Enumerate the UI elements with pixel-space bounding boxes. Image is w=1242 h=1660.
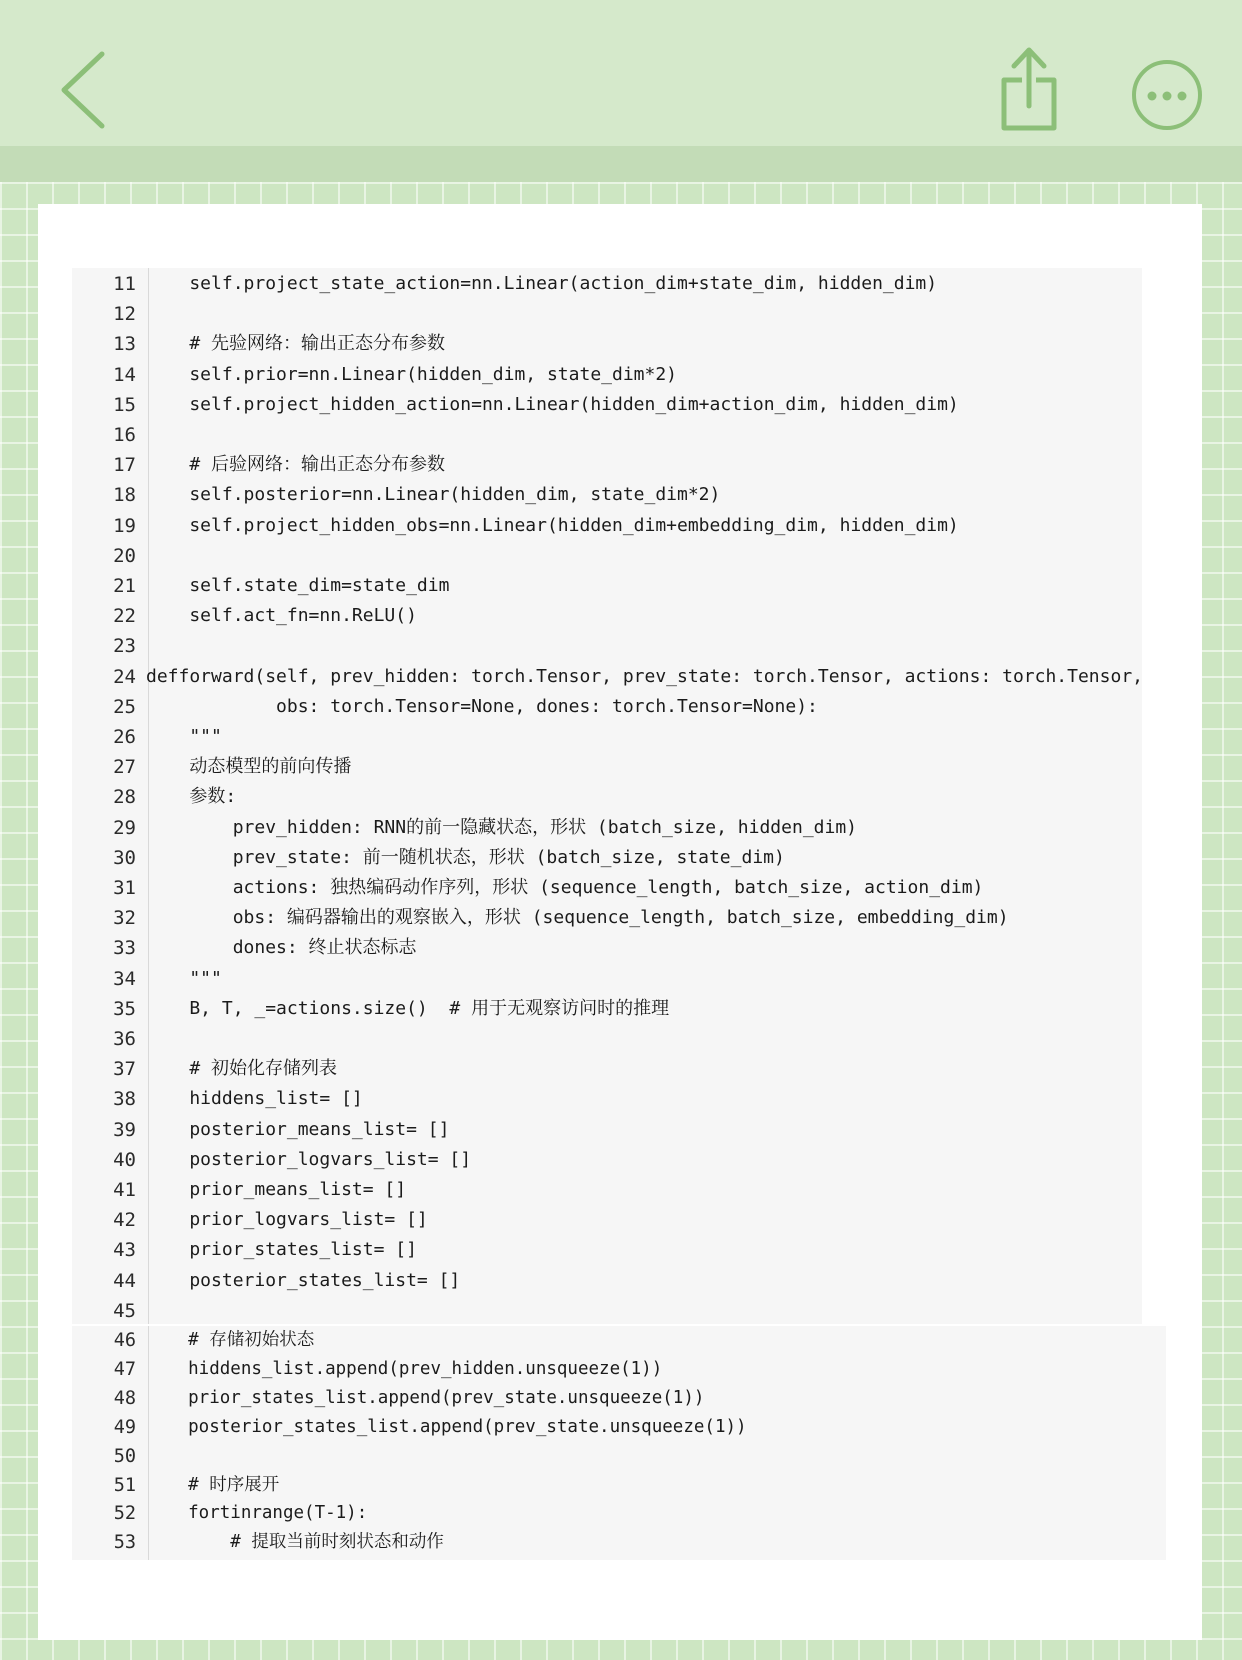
code-line [72, 1326, 1166, 1355]
line-number: 44 [113, 1269, 136, 1292]
code-line [72, 360, 1142, 390]
code-line [72, 722, 1142, 752]
line-number: 21 [113, 575, 136, 597]
line-number: 32 [113, 907, 136, 930]
code-text: hiddens_list.append(prev_hidden.unsqueeze(1)) [146, 1358, 663, 1379]
code-line [72, 450, 1142, 480]
line-number: 45 [113, 1299, 136, 1322]
line-number: 11 [113, 273, 136, 295]
line-number: 37 [113, 1058, 136, 1081]
code-line [72, 813, 1142, 843]
code-line [72, 269, 1142, 299]
code-text: B, T, _=actions.size() # 用于无观察访问时的推理 [146, 997, 670, 1019]
code-line [72, 1235, 1142, 1265]
code-line [72, 903, 1142, 933]
code-text: obs: 编码器输出的观察嵌入，形状 (sequence_length, batch_size, embedding_dim) [146, 907, 1009, 929]
code-line [72, 1384, 1166, 1413]
code-text: prior_states_list= [] [146, 1239, 417, 1261]
line-number: 41 [113, 1179, 136, 1201]
screenshot-card [38, 204, 1202, 1640]
code-line [72, 601, 1142, 631]
line-number: 25 [113, 695, 136, 718]
code-text: posterior_logvars_list= [] [146, 1148, 472, 1170]
code-line [72, 1442, 1166, 1471]
line-number: 20 [113, 544, 136, 567]
code-text: posterior_states_list= [] [146, 1269, 461, 1291]
code-line [72, 1115, 1142, 1145]
code-text: """ [146, 726, 222, 747]
code-text: # 后验网络：输出正态分布参数 [146, 454, 446, 476]
more-button[interactable] [1130, 58, 1204, 132]
line-number: 47 [113, 1358, 136, 1380]
code-line [72, 1205, 1142, 1235]
code-line [72, 873, 1142, 903]
code-text: defforward(self, prev_hidden: torch.Tensor, prev_state: torch.Tensor, actions: torch.Tensor, [146, 665, 1143, 687]
code-line [72, 662, 1142, 692]
toolbar-shadow [0, 146, 1242, 182]
line-number: 18 [113, 484, 136, 507]
code-line [72, 1266, 1142, 1296]
line-number: 50 [113, 1445, 136, 1467]
code-line [72, 390, 1142, 420]
code-line [72, 1528, 1166, 1557]
code-text: """ [146, 967, 222, 989]
code-text: actions: 独热编码动作序列，形状 (sequence_length, batch_size, action_dim) [146, 877, 984, 898]
code-text: posterior_means_list= [] [146, 1118, 450, 1140]
code-line [72, 1499, 1166, 1528]
code-text: prev_hidden: RNN的前一隐藏状态，形状 (batch_size, hidden_dim) [146, 816, 858, 838]
code-line [72, 1296, 1142, 1326]
line-number: 51 [113, 1474, 136, 1496]
code-line [72, 1413, 1166, 1442]
line-number: 27 [113, 756, 136, 779]
share-icon [992, 44, 1084, 134]
line-number: 24 [113, 665, 136, 688]
code-block-bottom [72, 1326, 1166, 1560]
code-line [72, 782, 1142, 812]
code-line [72, 1054, 1142, 1084]
line-number: 23 [113, 635, 136, 658]
line-number: 17 [113, 454, 136, 477]
line-number: 15 [113, 393, 136, 416]
line-number: 34 [113, 967, 136, 990]
top-navigation-bar [0, 0, 1242, 146]
code-line [72, 843, 1142, 873]
code-text: self.prior=nn.Linear(hidden_dim, state_dim*2) [146, 363, 678, 385]
line-number: 43 [113, 1239, 136, 1262]
line-number: 14 [113, 363, 136, 386]
code-text: prior_states_list.append(prev_state.unsqueeze(1)) [146, 1387, 705, 1408]
line-number: 48 [113, 1387, 136, 1409]
code-line [72, 480, 1142, 510]
code-text: prev_state: 前一随机状态，形状 (batch_size, state_dim) [146, 846, 785, 868]
code-line [72, 964, 1142, 994]
line-number: 26 [113, 726, 136, 748]
line-number: 52 [113, 1503, 136, 1525]
line-number: 33 [113, 937, 136, 960]
code-text: self.posterior=nn.Linear(hidden_dim, state_dim*2) [146, 484, 721, 506]
share-button[interactable] [992, 44, 1084, 134]
code-text: prior_means_list= [] [146, 1179, 407, 1200]
code-text: 参数: [146, 786, 237, 808]
code-text: self.project_state_action=nn.Linear(action_dim+state_dim, hidden_dim) [146, 273, 938, 294]
line-number: 35 [113, 997, 136, 1020]
code-line [72, 1175, 1142, 1205]
code-text: # 先验网络：输出正态分布参数 [146, 333, 446, 355]
code-text: self.state_dim=state_dim [146, 575, 450, 596]
code-text: dones: 终止状态标志 [146, 937, 417, 959]
code-line [72, 752, 1142, 782]
line-number: 42 [113, 1209, 136, 1232]
code-line [72, 631, 1142, 661]
line-number: 12 [113, 303, 136, 326]
back-button[interactable] [52, 48, 116, 132]
code-line [72, 299, 1142, 329]
code-text: self.project_hidden_obs=nn.Linear(hidden_dim+embedding_dim, hidden_dim) [146, 514, 959, 536]
line-number: 30 [113, 846, 136, 869]
line-number: 40 [113, 1148, 136, 1171]
code-line [72, 420, 1142, 450]
code-line [72, 1355, 1166, 1384]
line-number: 29 [113, 816, 136, 839]
code-line [72, 933, 1142, 963]
line-number: 46 [113, 1330, 136, 1351]
code-text: # 初始化存储列表 [146, 1058, 338, 1080]
line-number: 22 [113, 605, 136, 628]
line-number: 36 [113, 1028, 136, 1050]
code-text: prior_logvars_list= [] [146, 1209, 428, 1231]
line-number: 38 [113, 1088, 136, 1111]
line-number: 53 [113, 1532, 136, 1554]
chevron-left-icon [52, 48, 116, 132]
code-line [72, 541, 1142, 571]
code-text: 动态模型的前向传播 [146, 756, 352, 778]
code-text: obs: torch.Tensor=None, dones: torch.Tensor=None): [146, 695, 818, 717]
code-text: # 存储初始状态 [146, 1330, 315, 1350]
line-number: 19 [113, 514, 136, 537]
code-line [72, 329, 1142, 359]
code-line [72, 1024, 1142, 1054]
line-number: 16 [113, 424, 136, 446]
code-line [72, 1145, 1142, 1175]
code-text: self.act_fn=nn.ReLU() [146, 605, 417, 627]
code-line [72, 1084, 1142, 1114]
line-number: 28 [113, 786, 136, 809]
code-line [72, 511, 1142, 541]
code-text: posterior_states_list.append(prev_state.unsqueeze(1)) [146, 1416, 747, 1437]
code-text: hiddens_list= [] [146, 1088, 363, 1110]
code-text: self.project_hidden_action=nn.Linear(hidden_dim+action_dim, hidden_dim) [146, 393, 959, 415]
code-text: # 提取当前时刻状态和动作 [146, 1532, 444, 1553]
code-text: fortinrange(T-1): [146, 1503, 368, 1524]
line-number: 13 [113, 333, 136, 356]
line-number: 39 [113, 1118, 136, 1141]
code-text: # 时序展开 [146, 1474, 280, 1495]
code-line [72, 692, 1142, 722]
line-number: 49 [113, 1416, 136, 1438]
code-line [72, 1471, 1166, 1500]
code-line [72, 571, 1142, 601]
more-horizontal-icon [1130, 58, 1204, 132]
code-line [72, 994, 1142, 1024]
code-block-top [72, 268, 1142, 1324]
line-number: 31 [113, 877, 136, 899]
